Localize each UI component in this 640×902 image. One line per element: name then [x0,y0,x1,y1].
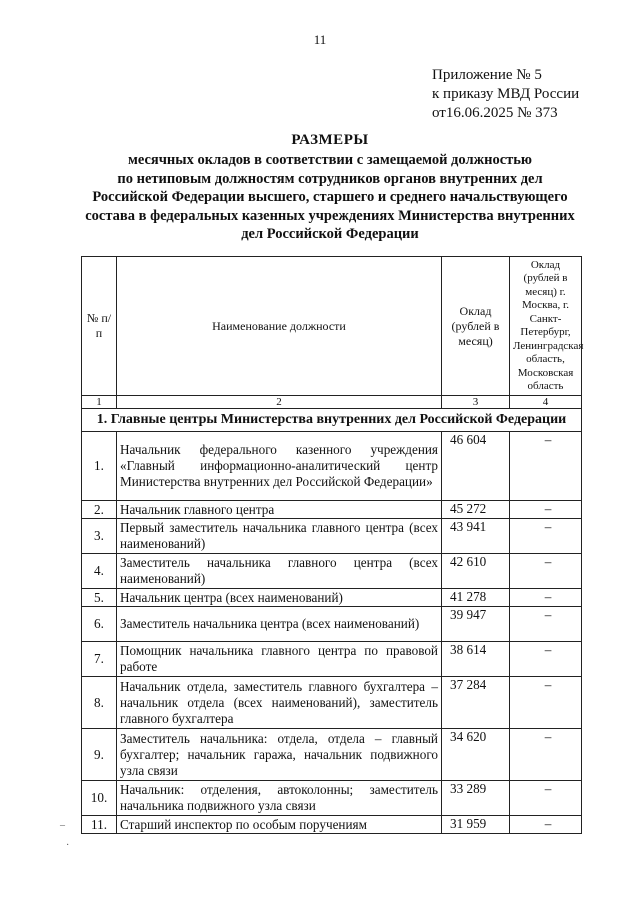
row-amount-msk: – [510,432,582,501]
row-name: Помощник начальника главного центра по правовой работе [117,642,442,677]
col-index-1: 1 [82,396,117,409]
row-amount-msk: – [510,554,582,589]
row-name: Начальник отдела, заместитель главного бухгалтера – начальник отдела (всех наименований), заместитель главного бухгалтера [117,677,442,729]
row-amount-msk: – [510,607,582,642]
section-row [82,409,582,432]
table-row [82,554,582,589]
row-amount-msk: – [510,501,582,519]
appendix-line-2: к приказу МВД России [432,86,580,102]
table-row [82,816,582,834]
row-name: Заместитель начальника центра (всех наименований) [117,607,442,642]
row-num: 7. [82,642,117,677]
row-amount: 45 272 [442,501,510,519]
row-name: Начальник центра (всех наименований) [117,589,442,607]
row-num: 5. [82,589,117,607]
row-name: Начальник федерального казенного учреждения «Главный информационно-аналитический центр Министерства внутренних дел Российской Федерации» [117,432,442,501]
row-num: 11. [82,816,117,834]
title-line-5: дел Российской Федерации [241,226,419,242]
title-line-1: месячных окладов в соответствии с замещаемой должностью [127,152,533,168]
scan-mark: · [66,840,70,851]
row-num: 4. [82,554,117,589]
row-num: 6. [82,607,117,642]
header-oklad-msk: Оклад (рублей в месяц) г. Москва, г. Санкт-Петербург, Ленинградская область, Московская область [510,257,582,396]
row-num: 10. [82,781,117,816]
row-name: Начальник главного центра [117,501,442,519]
document-title [80,132,580,244]
table-row [82,501,582,519]
row-name: Начальник: отделения, автоколонны; заместитель начальника подвижного узла связи [117,781,442,816]
table-row [82,781,582,816]
row-amount: 41 278 [442,589,510,607]
header-num: № п/п [82,257,117,396]
row-amount: 39 947 [442,607,510,642]
table-row [82,607,582,642]
row-name: Старший инспектор по особым поручениям [117,816,442,834]
row-num: 9. [82,729,117,781]
title-line-4: состава в федеральных казенных учреждениях Министерства внутренних [85,207,575,224]
table-row [82,519,582,554]
table-row [82,729,582,781]
table-row [82,642,582,677]
scan-mark: – [60,820,65,831]
header-name: Наименование должности [117,257,442,396]
row-amount-msk: – [510,781,582,816]
table-row [82,589,582,607]
row-num: 3. [82,519,117,554]
row-name: Заместитель начальника: отдела, отдела – главный бухгалтер; начальник гаража, начальник подвижного узла связи [117,729,442,781]
section-title: 1. Главные центры Министерства внутренних дел Российской Федерации [82,409,582,432]
table-row [82,432,582,501]
row-num: 1. [82,432,117,501]
row-name: Первый заместитель начальника главного центра (всех наименований) [117,519,442,554]
row-amount-msk: – [510,589,582,607]
row-num: 2. [82,501,117,519]
appendix-block [432,66,579,123]
col-index-2: 2 [117,396,442,409]
row-amount-msk: – [510,642,582,677]
row-amount: 37 284 [442,677,510,729]
page-number: 11 [313,32,327,47]
row-amount: 42 610 [442,554,510,589]
header-oklad: Оклад (рублей в месяц) [442,257,510,396]
row-amount-msk: – [510,677,582,729]
table-row [82,677,582,729]
row-amount: 34 620 [442,729,510,781]
col-index-4: 4 [510,396,582,409]
row-name: Заместитель начальника главного центра (всех наименований) [117,554,442,589]
appendix-line-3: от16.06.2025 № 373 [432,105,558,121]
row-amount: 46 604 [442,432,510,501]
salary-table [81,256,582,834]
appendix-line-1: Приложение № 5 [432,67,542,83]
title-main: РАЗМЕРЫ [291,132,369,148]
col-index-3: 3 [442,396,510,409]
title-line-3: Российской Федерации высшего, старшего и среднего начальствующего [92,189,568,205]
column-index-row [82,396,582,409]
row-amount: 38 614 [442,642,510,677]
title-line-2: по нетиповым должностям сотрудников органов внутренних дел [117,170,543,187]
row-amount-msk: – [510,519,582,554]
row-num: 8. [82,677,117,729]
row-amount: 43 941 [442,519,510,554]
row-amount-msk: – [510,729,582,781]
row-amount: 31 959 [442,816,510,834]
row-amount-msk: – [510,816,582,834]
row-amount: 33 289 [442,781,510,816]
table-header-row [82,257,582,396]
